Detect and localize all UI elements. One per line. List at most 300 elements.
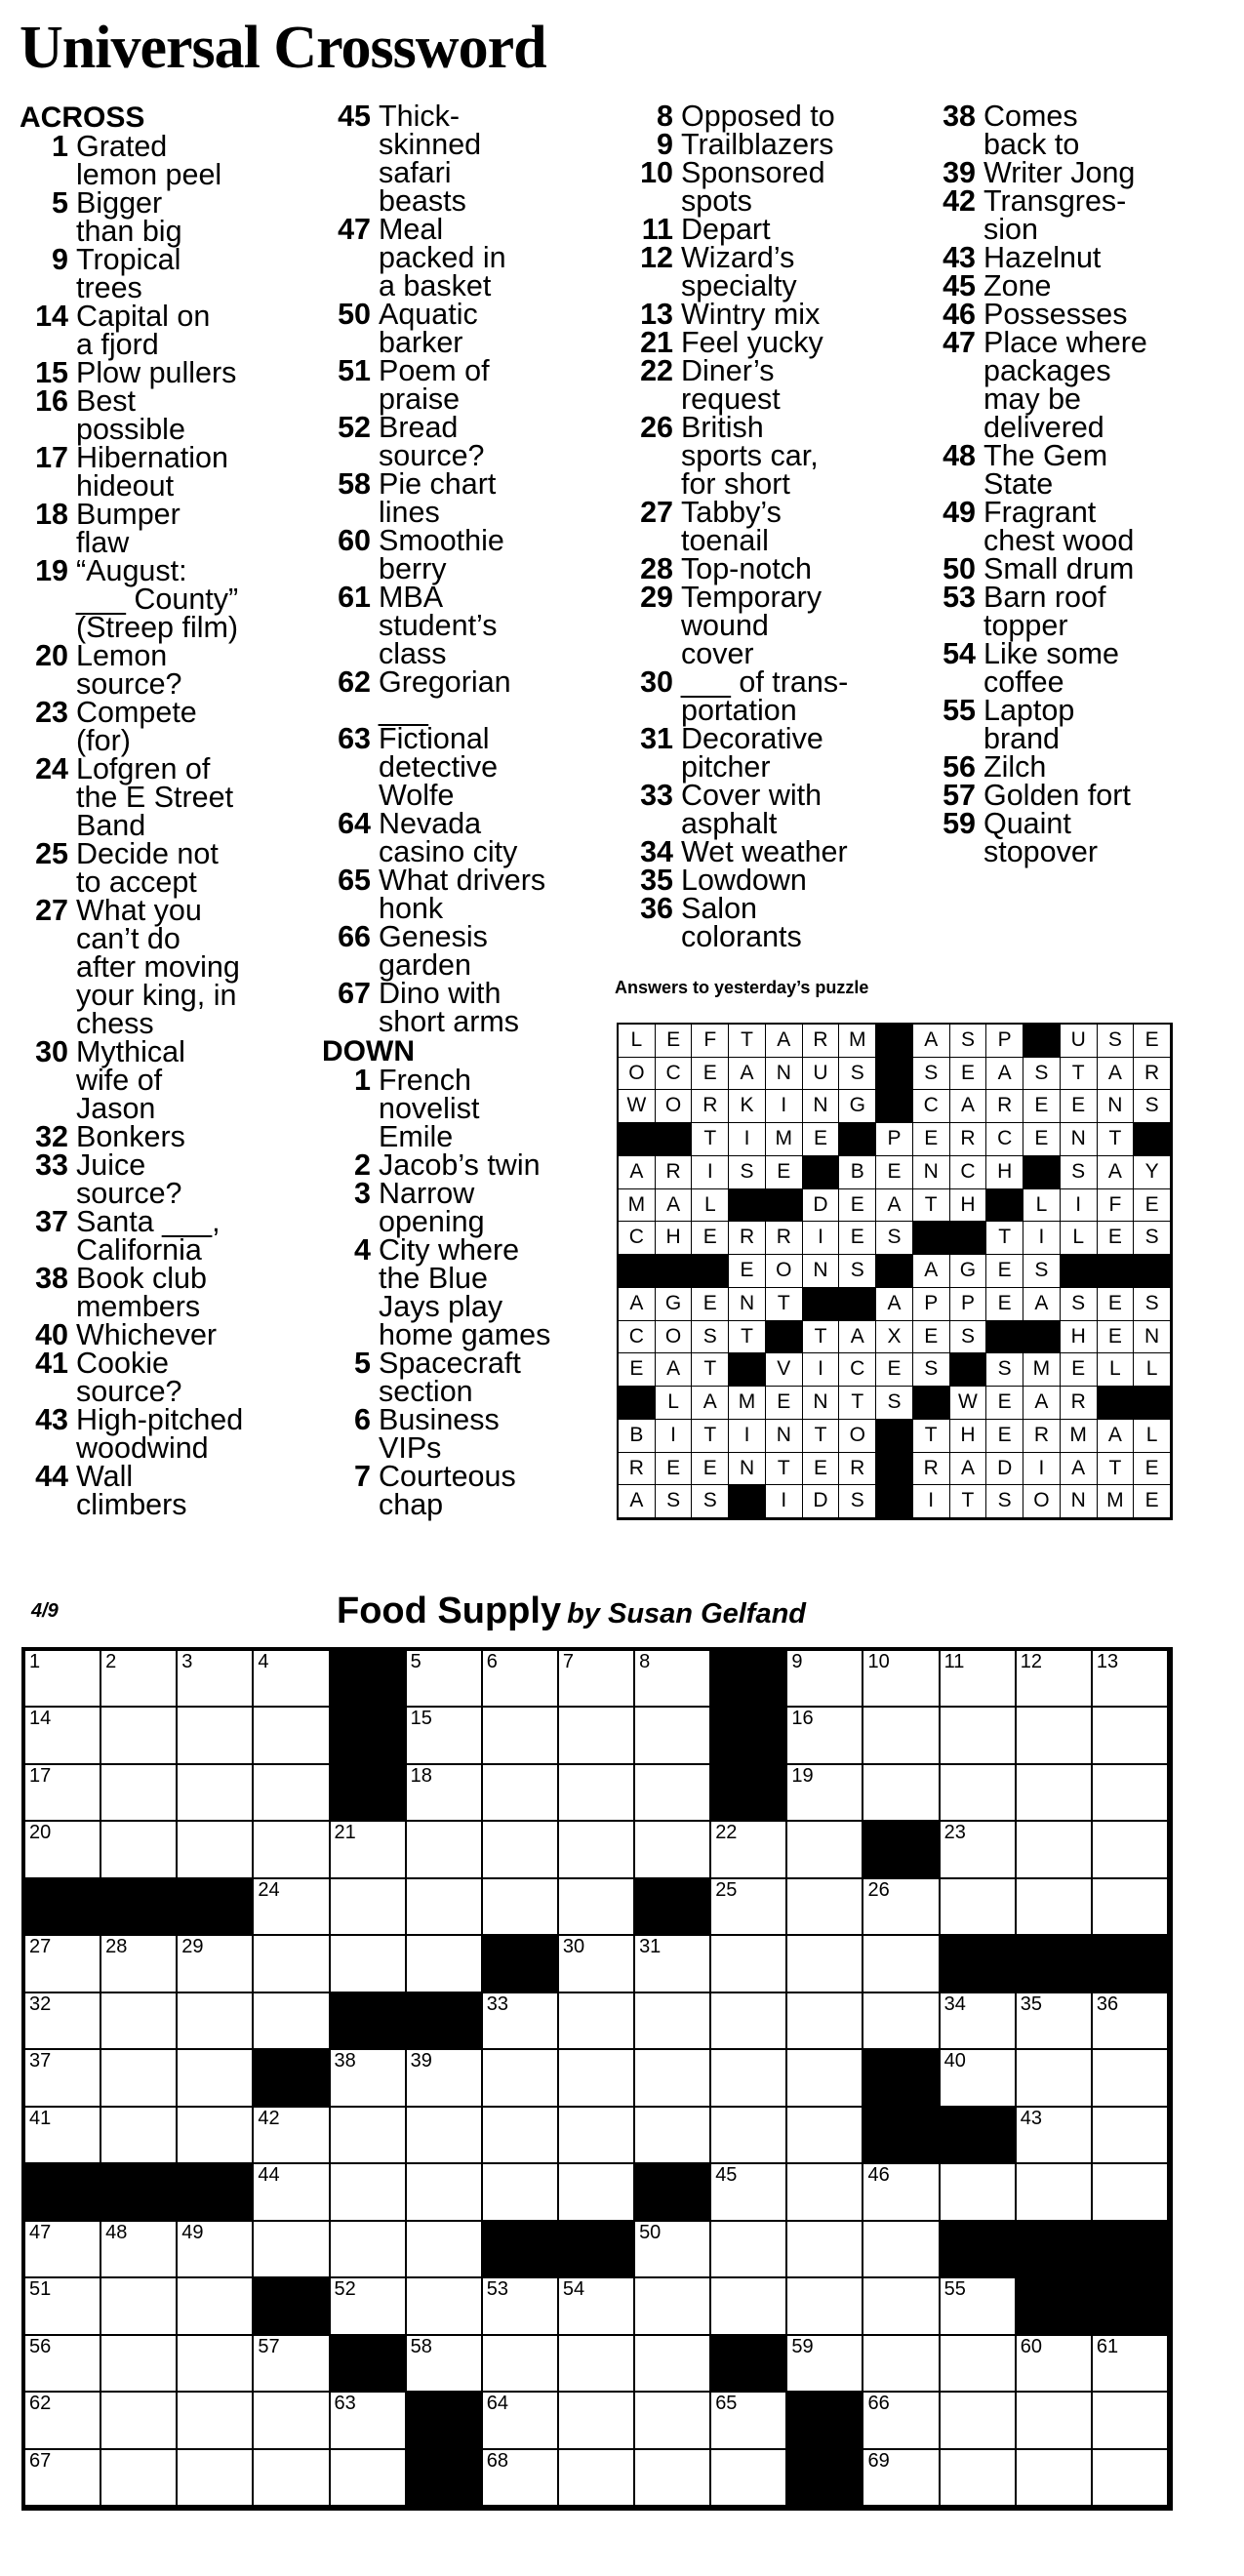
clue-text: Wet weather bbox=[681, 835, 848, 868]
grid-block bbox=[101, 2164, 178, 2221]
grid-cell[interactable] bbox=[254, 2450, 330, 2507]
grid-cell[interactable] bbox=[559, 1879, 635, 1936]
answer-cell: C bbox=[619, 1321, 656, 1354]
grid-cell[interactable] bbox=[559, 2450, 635, 2507]
grid-cell[interactable] bbox=[787, 2278, 863, 2335]
grid-cell[interactable] bbox=[25, 2278, 101, 2335]
clue bbox=[624, 581, 917, 670]
grid-cell[interactable] bbox=[178, 1822, 254, 1878]
clue-number: 14 bbox=[35, 300, 68, 333]
answer-cell: R bbox=[986, 1090, 1023, 1123]
grid-cell[interactable] bbox=[178, 2050, 254, 2107]
cell-number: 30 bbox=[562, 1936, 585, 1958]
clue bbox=[322, 977, 615, 1038]
answer-cell: F bbox=[1098, 1189, 1135, 1223]
grid-cell[interactable] bbox=[863, 1993, 940, 2050]
clue-number: 38 bbox=[35, 1262, 68, 1295]
clue-text: Thick- skinned safari beasts bbox=[379, 100, 482, 218]
grid-cell[interactable] bbox=[711, 2393, 787, 2449]
grid-cell[interactable] bbox=[711, 2278, 787, 2335]
newspaper-title: Universal Crossword bbox=[20, 15, 546, 81]
grid-block bbox=[941, 2222, 1017, 2278]
grid-cell[interactable] bbox=[25, 1822, 101, 1878]
grid-cell[interactable] bbox=[331, 2450, 407, 2507]
clue-text: Laptop brand bbox=[983, 694, 1075, 755]
grid-cell[interactable] bbox=[407, 2108, 483, 2164]
grid-cell[interactable] bbox=[1093, 1765, 1169, 1822]
clue bbox=[624, 326, 917, 359]
grid-cell[interactable] bbox=[25, 1765, 101, 1822]
answer-block bbox=[839, 1288, 876, 1321]
grid-cell[interactable] bbox=[254, 2108, 330, 2164]
grid-cell[interactable] bbox=[483, 2450, 559, 2507]
grid-cell[interactable] bbox=[787, 1993, 863, 2050]
clue bbox=[322, 354, 615, 416]
grid-cell[interactable] bbox=[254, 1879, 330, 1936]
grid-cell[interactable] bbox=[863, 1651, 940, 1708]
grid-cell[interactable] bbox=[1093, 2393, 1169, 2449]
grid-cell[interactable] bbox=[407, 1879, 483, 1936]
answer-cell: I bbox=[729, 1420, 766, 1453]
grid-cell[interactable] bbox=[635, 1936, 711, 1992]
grid-cell[interactable] bbox=[559, 2393, 635, 2449]
grid-cell[interactable] bbox=[863, 1765, 940, 1822]
grid-cell[interactable] bbox=[483, 1822, 559, 1878]
grid-cell[interactable] bbox=[863, 2393, 940, 2449]
grid-cell[interactable] bbox=[1093, 2164, 1169, 2221]
cell-number: 27 bbox=[29, 1936, 52, 1958]
answer-cell: L bbox=[656, 1387, 693, 1420]
grid-cell[interactable] bbox=[787, 2050, 863, 2107]
grid-cell[interactable] bbox=[178, 1993, 254, 2050]
grid-cell[interactable] bbox=[635, 2278, 711, 2335]
grid-cell[interactable] bbox=[1017, 2336, 1093, 2393]
grid-cell[interactable] bbox=[101, 1822, 178, 1878]
grid-cell[interactable] bbox=[254, 1651, 330, 1708]
grid-cell[interactable] bbox=[483, 1765, 559, 1822]
grid-cell[interactable] bbox=[635, 2393, 711, 2449]
clue-text: Salon colorants bbox=[681, 892, 802, 953]
grid-cell[interactable] bbox=[941, 2450, 1017, 2507]
answer-cell: F bbox=[692, 1025, 729, 1058]
grid-cell[interactable] bbox=[559, 2050, 635, 2107]
grid-cell[interactable] bbox=[1093, 1822, 1169, 1878]
grid-cell[interactable] bbox=[787, 1708, 863, 1764]
grid-cell[interactable] bbox=[1017, 2108, 1093, 2164]
grid-cell[interactable] bbox=[941, 2164, 1017, 2221]
grid-cell[interactable] bbox=[941, 2050, 1017, 2107]
grid-cell[interactable] bbox=[559, 2108, 635, 2164]
grid-cell[interactable] bbox=[1017, 1708, 1093, 1764]
grid-cell[interactable] bbox=[178, 1765, 254, 1822]
grid-cell[interactable] bbox=[254, 1822, 330, 1878]
grid-cell[interactable] bbox=[254, 1765, 330, 1822]
grid-cell[interactable] bbox=[483, 1708, 559, 1764]
answer-cell: E bbox=[839, 1189, 876, 1223]
grid-cell[interactable] bbox=[863, 2278, 940, 2335]
grid-block bbox=[863, 1822, 940, 1878]
grid-cell[interactable] bbox=[254, 1936, 330, 1992]
grid-cell[interactable] bbox=[863, 1708, 940, 1764]
grid-cell[interactable] bbox=[101, 2393, 178, 2449]
cell-number: 4 bbox=[258, 1651, 269, 1672]
grid-cell[interactable] bbox=[1017, 2164, 1093, 2221]
grid-cell[interactable] bbox=[25, 2450, 101, 2507]
answer-cell: L bbox=[1098, 1353, 1135, 1387]
answer-cell: A bbox=[913, 1025, 950, 1058]
clue bbox=[20, 1120, 312, 1153]
clue bbox=[322, 1460, 615, 1521]
grid-cell[interactable] bbox=[101, 1765, 178, 1822]
cell-number: 46 bbox=[867, 2164, 890, 2187]
down-heading: DOWN bbox=[322, 1035, 415, 1067]
grid-cell[interactable] bbox=[635, 2222, 711, 2278]
cell-number: 16 bbox=[791, 1708, 814, 1730]
clue-number: 21 bbox=[640, 326, 673, 359]
clue bbox=[927, 269, 1229, 302]
grid-block bbox=[711, 1708, 787, 1764]
cell-number: 33 bbox=[486, 1992, 509, 2015]
grid-cell[interactable] bbox=[1093, 2450, 1169, 2507]
grid-cell[interactable] bbox=[407, 2336, 483, 2393]
grid-cell[interactable] bbox=[787, 2336, 863, 2393]
grid-cell[interactable] bbox=[407, 1822, 483, 1878]
grid-cell[interactable] bbox=[941, 1993, 1017, 2050]
grid-block bbox=[635, 1879, 711, 1936]
grid-cell[interactable] bbox=[941, 1879, 1017, 1936]
answer-cell: R bbox=[839, 1453, 876, 1486]
grid-cell[interactable] bbox=[1017, 2450, 1093, 2507]
grid-cell[interactable] bbox=[559, 2278, 635, 2335]
grid-cell[interactable] bbox=[941, 1651, 1017, 1708]
grid-cell[interactable] bbox=[331, 2393, 407, 2449]
clue-text: Temporary wound cover bbox=[681, 581, 823, 670]
grid-cell[interactable] bbox=[711, 1879, 787, 1936]
grid-cell[interactable] bbox=[941, 1708, 1017, 1764]
grid-cell[interactable] bbox=[101, 1936, 178, 1992]
answer-cell: R bbox=[803, 1025, 840, 1058]
grid-cell[interactable] bbox=[635, 1708, 711, 1764]
answer-cell: E bbox=[803, 1123, 840, 1156]
grid-cell[interactable] bbox=[559, 1708, 635, 1764]
clue bbox=[20, 752, 312, 842]
grid-cell[interactable] bbox=[711, 1822, 787, 1878]
clue-number: 64 bbox=[338, 807, 371, 840]
grid-cell[interactable] bbox=[407, 2050, 483, 2107]
puzzle-title-line bbox=[337, 1590, 806, 1632]
answer-cell: I bbox=[729, 1123, 766, 1156]
grid-cell[interactable] bbox=[178, 1708, 254, 1764]
grid-cell[interactable] bbox=[787, 2222, 863, 2278]
clue-number: 34 bbox=[640, 835, 673, 868]
grid-cell[interactable] bbox=[483, 1993, 559, 2050]
cell-number: 59 bbox=[791, 2335, 814, 2357]
grid-cell[interactable] bbox=[635, 1651, 711, 1708]
grid-cell[interactable] bbox=[863, 2164, 940, 2221]
grid-cell[interactable] bbox=[25, 2108, 101, 2164]
grid-cell[interactable] bbox=[254, 2393, 330, 2449]
answer-cell: T bbox=[692, 1420, 729, 1453]
grid-cell[interactable] bbox=[635, 1822, 711, 1878]
grid-cell[interactable] bbox=[1093, 1879, 1169, 1936]
clue-text: Place where packages may be delivered bbox=[983, 326, 1147, 444]
grid-cell[interactable] bbox=[25, 2336, 101, 2393]
clue bbox=[20, 894, 312, 1040]
grid-cell[interactable] bbox=[863, 1879, 940, 1936]
grid-cell[interactable] bbox=[178, 2278, 254, 2335]
clue-text: Jacob’s twin bbox=[379, 1148, 541, 1182]
grid-cell[interactable] bbox=[787, 1651, 863, 1708]
grid-cell[interactable] bbox=[787, 2164, 863, 2221]
grid-cell[interactable] bbox=[1093, 1993, 1169, 2050]
grid-cell[interactable] bbox=[635, 2108, 711, 2164]
answer-cell: E bbox=[986, 1420, 1023, 1453]
grid-cell[interactable] bbox=[25, 1708, 101, 1764]
clue bbox=[624, 722, 917, 784]
clue-text: Feel yucky bbox=[681, 326, 823, 359]
grid-cell[interactable] bbox=[559, 1822, 635, 1878]
grid-cell[interactable] bbox=[483, 2050, 559, 2107]
grid-cell[interactable] bbox=[483, 2108, 559, 2164]
grid-cell[interactable] bbox=[483, 2336, 559, 2393]
grid-cell[interactable] bbox=[559, 2164, 635, 2221]
grid-cell[interactable] bbox=[254, 1708, 330, 1764]
grid-cell[interactable] bbox=[483, 2278, 559, 2335]
clue-number: 29 bbox=[640, 581, 673, 614]
clue-number: 12 bbox=[640, 241, 673, 274]
cell-number: 22 bbox=[715, 1822, 738, 1844]
grid-cell[interactable] bbox=[635, 2450, 711, 2507]
grid-cell[interactable] bbox=[941, 2393, 1017, 2449]
answer-cell: T bbox=[913, 1420, 950, 1453]
grid-cell[interactable] bbox=[711, 2108, 787, 2164]
grid-cell[interactable] bbox=[941, 1822, 1017, 1878]
grid-cell[interactable] bbox=[1093, 2108, 1169, 2164]
grid-cell[interactable] bbox=[407, 1708, 483, 1764]
cell-number: 57 bbox=[258, 2335, 280, 2357]
grid-cell[interactable] bbox=[254, 2336, 330, 2393]
answer-cell: H bbox=[950, 1189, 987, 1223]
answer-cell: A bbox=[619, 1288, 656, 1321]
grid-cell[interactable] bbox=[331, 2050, 407, 2107]
answer-cell: N bbox=[913, 1156, 950, 1189]
grid-cell[interactable] bbox=[101, 2336, 178, 2393]
clue-text: Bumper flaw bbox=[76, 498, 181, 559]
grid-cell[interactable] bbox=[787, 1879, 863, 1936]
grid-cell[interactable] bbox=[863, 2450, 940, 2507]
answer-cell: R bbox=[1061, 1387, 1098, 1420]
grid-cell[interactable] bbox=[635, 2050, 711, 2107]
clue-number: 1 bbox=[52, 130, 68, 163]
answer-cell: E bbox=[1023, 1123, 1061, 1156]
grid-cell[interactable] bbox=[254, 2164, 330, 2221]
grid-cell[interactable] bbox=[331, 1822, 407, 1878]
grid-cell[interactable] bbox=[25, 1993, 101, 2050]
grid-cell[interactable] bbox=[941, 2336, 1017, 2393]
answer-cell: N bbox=[1134, 1321, 1171, 1354]
grid-cell[interactable] bbox=[254, 2222, 330, 2278]
grid-cell[interactable] bbox=[101, 2050, 178, 2107]
answer-cell: C bbox=[950, 1156, 987, 1189]
clue bbox=[624, 866, 917, 895]
grid-cell[interactable] bbox=[254, 1993, 330, 2050]
grid-cell[interactable] bbox=[331, 1879, 407, 1936]
grid-cell[interactable] bbox=[407, 2164, 483, 2221]
grid-cell[interactable] bbox=[635, 1765, 711, 1822]
answer-cell: H bbox=[986, 1156, 1023, 1189]
grid-cell[interactable] bbox=[1093, 1651, 1169, 1708]
grid-cell[interactable] bbox=[787, 1765, 863, 1822]
grid-cell[interactable] bbox=[25, 1936, 101, 1992]
grid-cell[interactable] bbox=[635, 2336, 711, 2393]
grid-cell[interactable] bbox=[941, 1765, 1017, 1822]
clue bbox=[322, 411, 615, 472]
grid-cell[interactable] bbox=[559, 1936, 635, 1992]
grid-cell[interactable] bbox=[178, 2336, 254, 2393]
grid-cell[interactable] bbox=[25, 2050, 101, 2107]
grid-cell[interactable] bbox=[711, 2050, 787, 2107]
grid-cell[interactable] bbox=[863, 2222, 940, 2278]
grid-cell[interactable] bbox=[1017, 1993, 1093, 2050]
grid-cell[interactable] bbox=[1093, 1708, 1169, 1764]
answer-cell: A bbox=[656, 1353, 693, 1387]
grid-cell[interactable] bbox=[787, 1822, 863, 1878]
answer-cell: A bbox=[1023, 1288, 1061, 1321]
cell-number: 38 bbox=[334, 2050, 356, 2073]
answer-cell: T bbox=[766, 1453, 803, 1486]
grid-cell[interactable] bbox=[178, 2450, 254, 2507]
cell-number: 56 bbox=[29, 2335, 52, 2357]
answer-cell: T bbox=[803, 1420, 840, 1453]
grid-cell[interactable] bbox=[407, 2278, 483, 2335]
grid-cell[interactable] bbox=[407, 1936, 483, 1992]
grid-cell[interactable] bbox=[559, 1651, 635, 1708]
clue bbox=[322, 1064, 615, 1153]
grid-cell[interactable] bbox=[559, 2336, 635, 2393]
grid-cell[interactable] bbox=[635, 1993, 711, 2050]
answer-cell: M bbox=[619, 1189, 656, 1223]
clue-text: Comes back to bbox=[983, 100, 1080, 161]
grid-cell[interactable] bbox=[101, 1651, 178, 1708]
answer-cell: T bbox=[986, 1222, 1023, 1255]
answer-block bbox=[876, 1255, 913, 1288]
clue-column-2 bbox=[322, 102, 615, 1519]
answer-cell: N bbox=[729, 1288, 766, 1321]
grid-cell[interactable] bbox=[1017, 1651, 1093, 1708]
clue-number: 27 bbox=[640, 496, 673, 529]
answer-cell: T bbox=[692, 1123, 729, 1156]
clue-number: 54 bbox=[943, 637, 976, 670]
grid-cell[interactable] bbox=[331, 1936, 407, 1992]
answer-cell: D bbox=[803, 1189, 840, 1223]
grid-cell[interactable] bbox=[483, 1651, 559, 1708]
grid-cell[interactable] bbox=[25, 1651, 101, 1708]
clue-number: 56 bbox=[943, 750, 976, 784]
answer-cell: R bbox=[1023, 1420, 1061, 1453]
answer-cell: M bbox=[839, 1025, 876, 1058]
grid-cell[interactable] bbox=[101, 2222, 178, 2278]
grid-cell[interactable] bbox=[407, 1765, 483, 1822]
grid-cell[interactable] bbox=[1017, 2050, 1093, 2107]
grid-cell[interactable] bbox=[787, 1936, 863, 1992]
clue bbox=[20, 1035, 312, 1125]
grid-cell[interactable] bbox=[1017, 1822, 1093, 1878]
grid-cell[interactable] bbox=[1017, 2393, 1093, 2449]
grid-cell[interactable] bbox=[25, 2393, 101, 2449]
grid-cell[interactable] bbox=[331, 2222, 407, 2278]
grid-cell[interactable] bbox=[178, 2222, 254, 2278]
answer-cell: X bbox=[876, 1321, 913, 1354]
cell-number: 43 bbox=[1020, 2107, 1042, 2129]
grid-cell[interactable] bbox=[101, 1708, 178, 1764]
grid-cell[interactable] bbox=[1017, 1765, 1093, 1822]
clue-number: 67 bbox=[338, 977, 371, 1010]
grid-cell[interactable] bbox=[483, 2164, 559, 2221]
answer-cell: A bbox=[950, 1090, 987, 1123]
grid-cell[interactable] bbox=[787, 2108, 863, 2164]
grid-cell[interactable] bbox=[101, 2278, 178, 2335]
clue-text: Decide not to accept bbox=[76, 837, 219, 899]
clue-text: Cookie source? bbox=[76, 1347, 182, 1408]
grid-cell[interactable] bbox=[1017, 1879, 1093, 1936]
grid-cell[interactable] bbox=[1093, 2050, 1169, 2107]
clue-text: Bread source? bbox=[379, 411, 485, 472]
grid-cell[interactable] bbox=[863, 2336, 940, 2393]
answer-cell: G bbox=[950, 1255, 987, 1288]
clue-text: Hazelnut bbox=[983, 241, 1102, 274]
grid-cell[interactable] bbox=[178, 2108, 254, 2164]
grid-cell[interactable] bbox=[711, 2222, 787, 2278]
grid-cell[interactable] bbox=[711, 2450, 787, 2507]
answer-cell: V bbox=[766, 1353, 803, 1387]
grid-cell[interactable] bbox=[178, 1936, 254, 1992]
clue-text: Fragrant chest wood bbox=[983, 496, 1135, 557]
answer-block bbox=[950, 1353, 987, 1387]
grid-cell[interactable] bbox=[711, 1936, 787, 1992]
grid-cell[interactable] bbox=[331, 2108, 407, 2164]
grid-block bbox=[1093, 2222, 1169, 2278]
clue-text: City where the Blue Jays play home games bbox=[379, 1233, 551, 1351]
grid-cell[interactable] bbox=[407, 1651, 483, 1708]
grid-cell[interactable] bbox=[1093, 2336, 1169, 2393]
grid-cell[interactable] bbox=[863, 1936, 940, 1992]
answer-cell: S bbox=[692, 1321, 729, 1354]
grid-cell[interactable] bbox=[25, 2222, 101, 2278]
grid-cell[interactable] bbox=[711, 1993, 787, 2050]
grid-cell[interactable] bbox=[711, 2164, 787, 2221]
answer-cell: T bbox=[766, 1288, 803, 1321]
grid-cell[interactable] bbox=[178, 2393, 254, 2449]
clue-text: Plow pullers bbox=[76, 356, 237, 389]
grid-cell[interactable] bbox=[407, 2222, 483, 2278]
answer-block bbox=[1134, 1123, 1171, 1156]
clue-text: Zilch bbox=[983, 750, 1047, 784]
grid-cell[interactable] bbox=[559, 1765, 635, 1822]
grid-cell[interactable] bbox=[941, 2278, 1017, 2335]
grid-cell[interactable] bbox=[101, 2450, 178, 2507]
grid-cell[interactable] bbox=[178, 1651, 254, 1708]
grid-cell[interactable] bbox=[483, 2393, 559, 2449]
grid-cell[interactable] bbox=[559, 1993, 635, 2050]
grid-cell[interactable] bbox=[101, 2108, 178, 2164]
cell-number: 21 bbox=[334, 1822, 356, 1844]
grid-cell[interactable] bbox=[483, 1879, 559, 1936]
grid-cell[interactable] bbox=[331, 2278, 407, 2335]
grid-cell[interactable] bbox=[331, 2164, 407, 2221]
cell-number: 40 bbox=[943, 2050, 966, 2073]
grid-cell[interactable] bbox=[101, 1993, 178, 2050]
grid-block bbox=[25, 1879, 101, 1936]
